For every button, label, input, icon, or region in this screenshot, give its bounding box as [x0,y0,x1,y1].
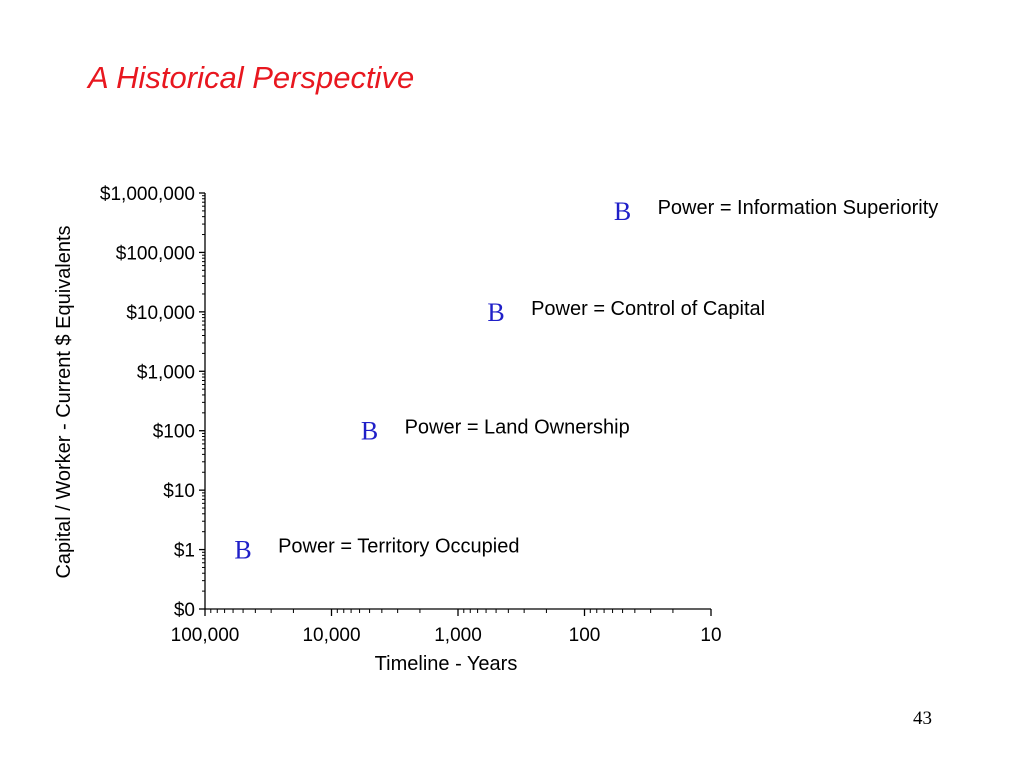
data-point-annotation: Power = Territory Occupied [278,535,520,558]
y-tick-label: $1,000 [136,362,195,384]
y-tick-label: $10,000 [126,302,195,324]
y-tick-label: $100,000 [115,243,195,265]
x-axis-title: Timeline - Years [374,653,518,675]
data-point-marker: B [613,196,632,226]
y-tick-label: $1,000,000 [99,184,195,205]
data-point-marker: B [487,297,505,327]
y-tick-label: $1 [173,540,195,562]
x-tick-label: 100 [568,625,601,646]
x-tick-label: 10 [700,625,722,646]
x-tick-label: 100,000 [170,625,240,646]
data-point-annotation: Power = Information Superiority [657,196,939,219]
x-tick-label: 10,000 [302,625,361,646]
y-tick-label: $100 [152,421,195,443]
data-point-marker: B [360,416,379,446]
slide-title: A Historical Perspective [88,60,415,95]
data-point-annotation: Power = Land Ownership [404,416,630,439]
page-number: 43 [913,708,932,729]
y-tick-label: $10 [163,481,195,503]
y-axis-title: Capital / Worker - Current $ Equivalents [53,225,75,579]
data-point-annotation: Power = Control of Capital [531,297,766,320]
y-tick-label: $0 [173,600,195,621]
x-tick-label: 1,000 [434,625,482,646]
data-point-marker: B [234,535,252,565]
